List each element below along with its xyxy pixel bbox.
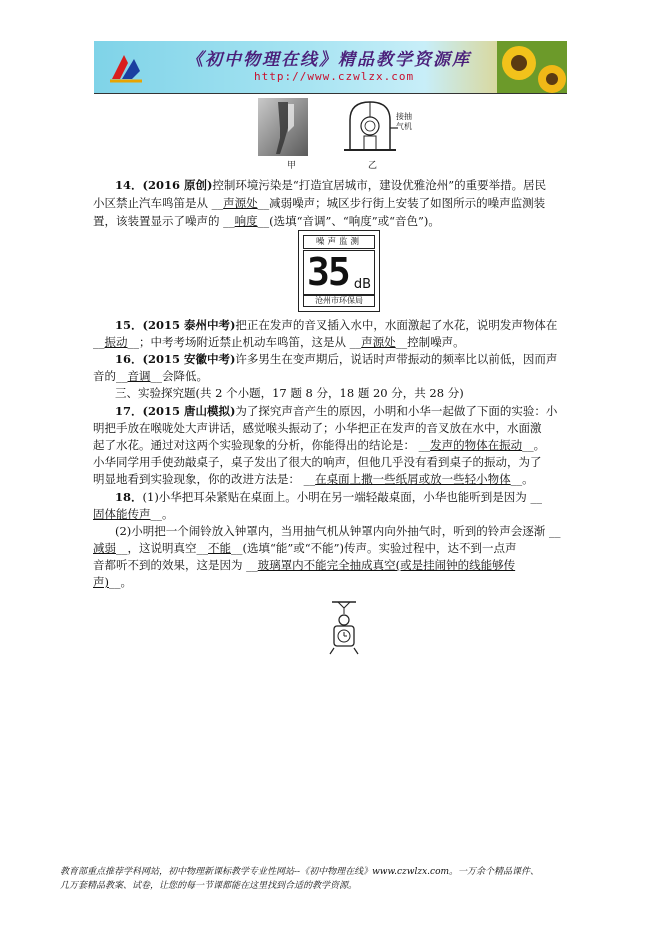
q16-number: 16． <box>115 352 143 366</box>
tuning-fork-photo <box>258 98 308 156</box>
sunflower-icon <box>497 41 567 93</box>
q18-answer: 固体能传声 <box>93 507 151 521</box>
q15-answer: 振动 <box>104 335 128 349</box>
noise-meter-footer: 沧州市环保局 <box>303 294 375 307</box>
noise-meter <box>298 230 380 312</box>
q16-text: 许多男生在变声期后，说话时声带振动的频率比以前低，因而声 <box>235 352 558 366</box>
q14-line3 <box>93 214 568 228</box>
q18-text: (1)小华把耳朵紧贴在桌面上。小明在另一端轻敲桌面，小华也能听到是因为 __ <box>142 490 542 504</box>
q17-line1 <box>93 404 568 418</box>
q15-line2 <box>93 335 568 349</box>
q14-text: __(选填“音调”、“响度”或“音色”)。 <box>257 214 440 228</box>
q17-text: 明显地看到实验现象，你的改进方法是： __ <box>93 472 316 486</box>
q17-number: 17． <box>115 404 143 418</box>
q18-line6 <box>93 575 568 589</box>
q16-text: __会降低。 <box>150 369 208 383</box>
q15-source: (2015 泰州中考) <box>142 318 236 332</box>
banner-url[interactable]: http://www.czwlzx.com <box>254 70 415 83</box>
q14-source: (2016 原创) <box>142 178 213 192</box>
q18-line2 <box>93 507 568 521</box>
header-banner <box>94 41 567 93</box>
q15-text: __控制噪声。 <box>395 335 465 349</box>
q16-text: 音的__ <box>93 369 128 383</box>
q14-line2 <box>93 196 568 210</box>
q18-line3: (2)小明把一个闹铃放入钟罩内，当用抽气机从钟罩内向外抽气时，听到的铃声会逐渐 __ <box>115 524 561 538</box>
q14-line1 <box>93 178 568 192</box>
q14-text: 小区禁止汽车鸣笛是从 __ <box>93 196 224 210</box>
noise-meter-value: 35 <box>307 250 349 294</box>
q18-text: 音都听不到的效果，这是因为 __ <box>93 558 258 572</box>
q14-text: __减弱噪声；城区步行街上安装了如图所示的噪声监测装 <box>257 196 546 210</box>
q17-line5 <box>93 472 568 486</box>
q18-answer: 声) <box>93 575 109 589</box>
q17-line2: 明把手放在喉咙处大声讲话，感觉喉头振动了；小华把正在发声的音叉放在水中，水面激 <box>93 421 542 435</box>
q14-answer: 声源处 <box>223 196 258 210</box>
pump-label-line2: 气机 <box>396 122 412 131</box>
q14-number: 14． <box>115 178 143 192</box>
q18-line4 <box>93 541 568 555</box>
q16-line1 <box>93 352 568 366</box>
q18-text: __。 <box>150 507 174 521</box>
q16-answer: 音调 <box>127 369 151 383</box>
header-divider <box>94 93 567 94</box>
q18-line1 <box>93 490 568 504</box>
footer-line2: 几万套精品教案、试卷，让您的每一节课都能在这里找到合适的教学资源。 <box>60 881 358 891</box>
q17-answer: 发声的物体在振动 <box>430 438 523 452</box>
q18-answer: 玻璃罩内不能完全抽成真空(或是挂闹钟的线能够传 <box>257 558 516 572</box>
q17-source: (2015 唐山模拟) <box>142 404 236 418</box>
q18-text: __。 <box>109 575 132 589</box>
q17-text: __。 <box>510 472 534 486</box>
q17-text: 起了水花。通过对这两个实验现象的分析，你能得出的结论是： __ <box>93 438 431 452</box>
figure-jia-caption: 甲 <box>287 161 297 171</box>
q15-text: __ <box>93 335 105 349</box>
figure-yi-caption: 乙 <box>368 161 378 171</box>
footer-line1: 教育部重点推荐学科网站，初中物理新课标教学专业性网站--《初中物理在线》www.czwlzx.com。一万余个精品课件、 <box>60 867 540 877</box>
q15-line1 <box>93 318 568 332</box>
q18-number: 18． <box>115 490 143 504</box>
q17-text: __。 <box>522 438 546 452</box>
q16-source: (2015 安徽中考) <box>142 352 236 366</box>
q18-line5 <box>93 558 568 572</box>
q14-answer: 响度 <box>234 214 258 228</box>
noise-meter-label: 噪声监测 <box>303 235 375 249</box>
q16-line2 <box>93 369 568 383</box>
noise-meter-unit: dB <box>353 277 371 292</box>
q15-answer: 声源处 <box>361 335 396 349</box>
banner-title: 《初中物理在线》精品教学资源库 <box>186 50 471 70</box>
bell-jar-diagram <box>342 98 402 156</box>
section3-heading: 三、实验探究题(共 2 个小题，17 题 8 分，18 题 20 分，共 28 分) <box>115 386 464 400</box>
site-logo-icon <box>108 49 144 85</box>
noise-meter-display <box>303 250 375 296</box>
q18-answer: 减弱 <box>93 541 116 555</box>
q15-text: __；中考考场附近禁止机动车鸣笛，这是从 __ <box>127 335 362 349</box>
q14-text: 置，该装置显示了噪声的 __ <box>93 214 235 228</box>
q15-number: 15． <box>115 318 143 332</box>
pump-label-line1: 接抽 <box>396 112 412 121</box>
alarm-clock-diagram <box>328 598 360 656</box>
q17-answer: 在桌面上撒一些纸屑或放一些轻小物体 <box>315 472 511 486</box>
q18-text: __(选填“能”或“不能”)传声。实验过程中，达不到一点声 <box>231 541 517 555</box>
q14-text: 控制环境污染是“打造宜居城市，建设优雅沧州”的重要举措。居民 <box>212 178 547 192</box>
q18-text: __，这说明真空__ <box>116 541 208 555</box>
q18-answer: 不能 <box>208 541 231 555</box>
q17-line4: 小华同学用手使劲敲桌子，桌子发出了很大的响声，但他几乎没有看到桌子的振动，为了 <box>93 455 542 469</box>
q15-text: 把正在发声的音叉插入水中，水面激起了水花，说明发声物体在 <box>235 318 558 332</box>
q17-line3 <box>93 438 568 452</box>
q17-text: 为了探究声音产生的原因，小明和小华一起做了下面的实验：小 <box>235 404 558 418</box>
